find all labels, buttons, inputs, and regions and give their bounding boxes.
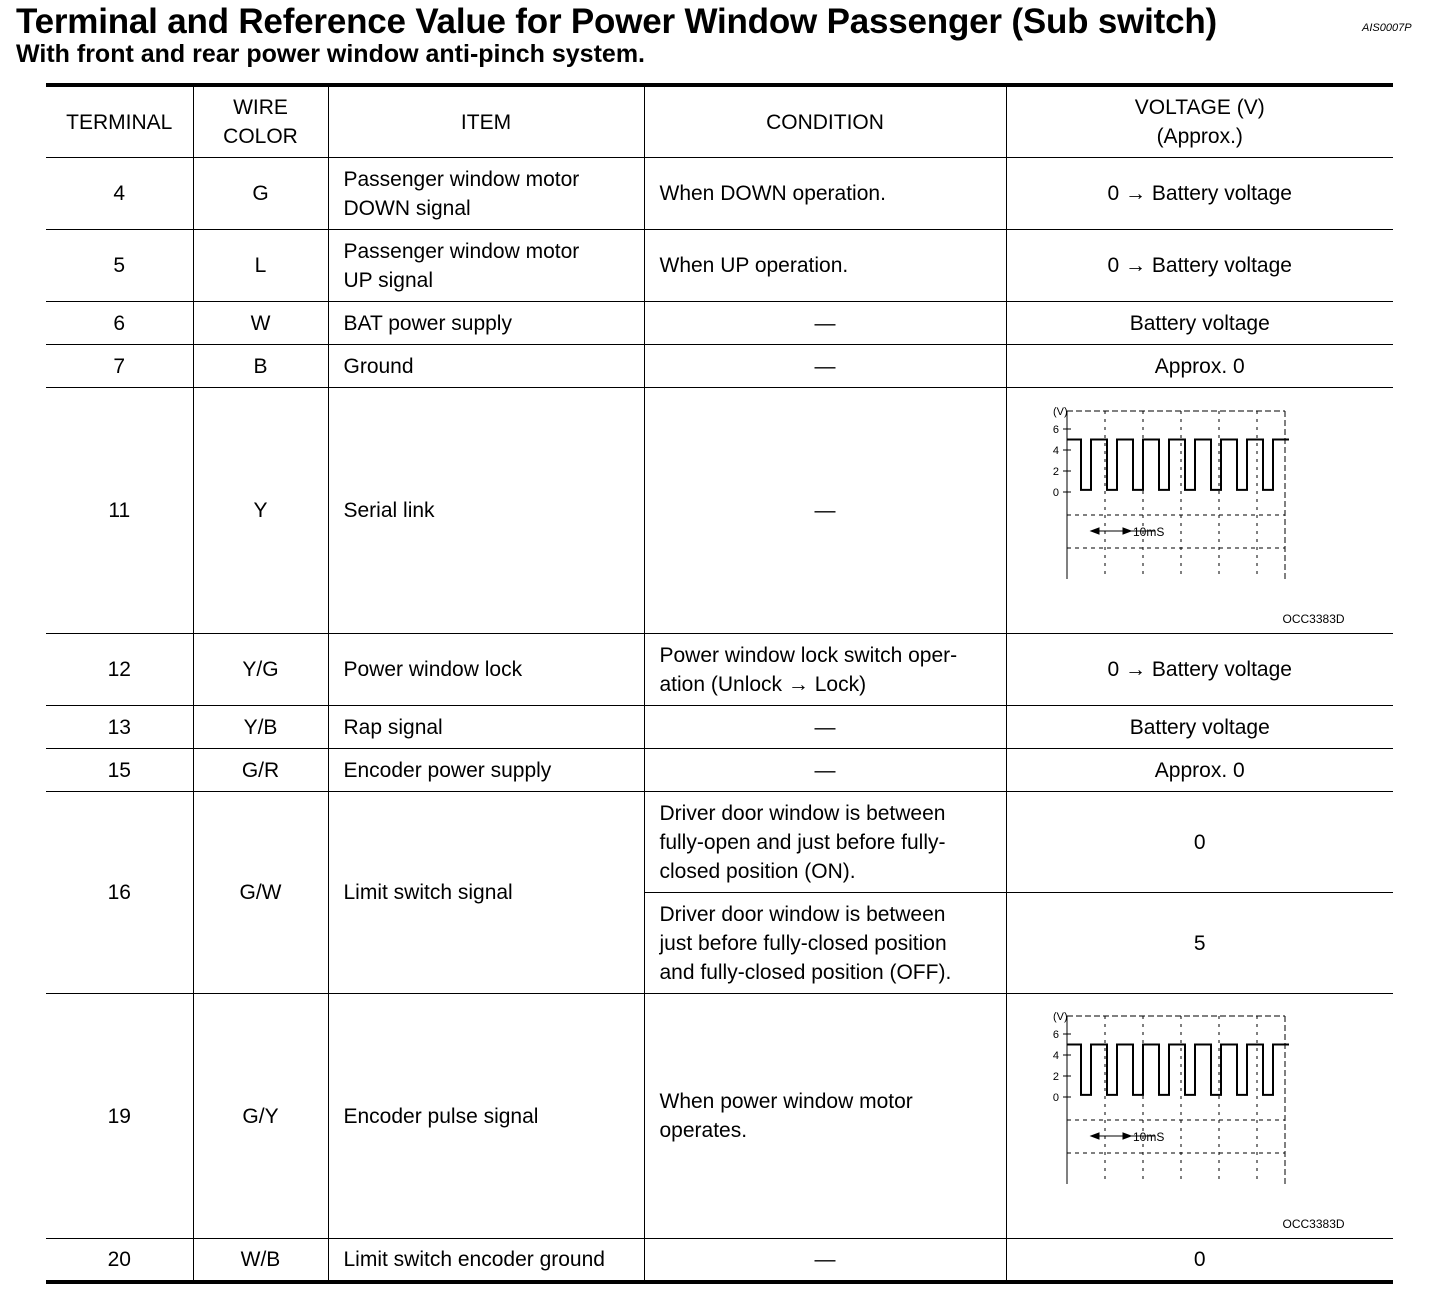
condition-cell: — <box>644 345 1006 388</box>
figure-code: OCC3383D <box>1282 1217 1345 1231</box>
voltage-waveform-cell <box>1006 388 1393 634</box>
terminal-cell: 11 <box>46 388 193 634</box>
item-cell: Rap signal <box>328 706 644 749</box>
wire-color-cell: G/W <box>193 792 328 994</box>
voltage-cell: 5 <box>1006 893 1393 994</box>
wire-color-cell: Y <box>193 388 328 634</box>
waveform-grid <box>1063 1016 1285 1184</box>
table-row <box>46 388 1393 634</box>
voltage-cell: 0 → Battery voltage <box>1006 634 1393 706</box>
voltage-cell: Battery voltage <box>1006 302 1393 345</box>
document-code: AIS0007P <box>1362 22 1412 34</box>
terminal-cell: 13 <box>46 706 193 749</box>
item-cell: Limit switch encoder ground <box>328 1239 644 1282</box>
y-unit-label: (V) <box>1052 405 1068 418</box>
voltage-waveform-cell <box>1006 994 1393 1239</box>
time-scale-label: 10mS <box>1132 524 1164 539</box>
condition-cell: — <box>644 706 1006 749</box>
figure-code: OCC3383D <box>1282 611 1345 626</box>
condition-cell: Power window lock switch oper- ation (Unlock → Lock) <box>644 634 1006 706</box>
time-scale-label: 10mS <box>1132 1130 1164 1144</box>
voltage-cell: 0 → Battery voltage <box>1006 158 1393 230</box>
item-cell: Encoder power supply <box>328 749 644 792</box>
wire-color-cell: B <box>193 345 328 388</box>
serial-link-waveform <box>1047 403 1307 583</box>
header-voltage: VOLTAGE (V) (Approx.) <box>1006 85 1393 158</box>
y-tick-label: 2 <box>1052 1071 1059 1083</box>
voltage-cell: Approx. 0 <box>1006 749 1393 792</box>
table-row <box>46 994 1393 1239</box>
wire-color-cell: W/B <box>193 1239 328 1282</box>
table-row <box>46 634 1393 706</box>
waveform-figure <box>1007 996 1394 1236</box>
condition-cell: Driver door window is between fully-open and just before fully- closed position (ON). <box>644 792 1006 893</box>
terminal-cell: 6 <box>46 302 193 345</box>
item-cell: Serial link <box>328 388 644 634</box>
voltage-cell: 0 <box>1006 792 1393 893</box>
table-row <box>46 706 1393 749</box>
encoder-pulse-waveform <box>1047 1008 1307 1188</box>
page-title: Terminal and Reference Value for Power Window Passenger (Sub switch) <box>16 2 1218 41</box>
voltage-cell: 0 <box>1006 1239 1393 1282</box>
terminal-cell: 15 <box>46 749 193 792</box>
wire-color-cell: G/R <box>193 749 328 792</box>
y-tick-label: 2 <box>1052 465 1059 478</box>
table-row <box>46 1239 1393 1282</box>
wire-color-cell: L <box>193 230 328 302</box>
waveform-grid <box>1063 411 1285 579</box>
item-cell: Power window lock <box>328 634 644 706</box>
header-condition: CONDITION <box>644 85 1006 158</box>
condition-cell: — <box>644 388 1006 634</box>
y-tick-label: 4 <box>1052 1050 1059 1062</box>
table-row <box>46 792 1393 893</box>
header-wire-color: WIRE COLOR <box>193 85 328 158</box>
terminal-reference-table <box>46 83 1393 1284</box>
waveform-figure <box>1007 391 1394 631</box>
voltage-cell: 0 → Battery voltage <box>1006 230 1393 302</box>
condition-cell: — <box>644 302 1006 345</box>
y-tick-label: 4 <box>1052 444 1059 457</box>
square-wave-trace <box>1067 1045 1289 1095</box>
y-tick-label: 6 <box>1052 1029 1059 1041</box>
condition-cell: When DOWN operation. <box>644 158 1006 230</box>
header-item: ITEM <box>328 85 644 158</box>
terminal-cell: 19 <box>46 994 193 1239</box>
voltage-cell: Battery voltage <box>1006 706 1393 749</box>
condition-cell: When power window motor operates. <box>644 994 1006 1239</box>
condition-cell: — <box>644 1239 1006 1282</box>
terminal-cell: 16 <box>46 792 193 994</box>
square-wave-trace <box>1067 439 1289 489</box>
item-cell: Passenger window motor UP signal <box>328 230 644 302</box>
table-row <box>46 158 1393 230</box>
voltage-cell: Approx. 0 <box>1006 345 1393 388</box>
y-tick-label: 0 <box>1052 486 1059 499</box>
wire-color-cell: G <box>193 158 328 230</box>
terminal-cell: 12 <box>46 634 193 706</box>
item-cell: Encoder pulse signal <box>328 994 644 1239</box>
header-terminal: TERMINAL <box>46 85 193 158</box>
page-subtitle: With front and rear power window anti-pinch system. <box>16 40 645 68</box>
item-cell: Ground <box>328 345 644 388</box>
table-row <box>46 345 1393 388</box>
wire-color-cell: Y/B <box>193 706 328 749</box>
table-row <box>46 749 1393 792</box>
y-tick-label: 6 <box>1052 423 1059 436</box>
table-header-row <box>46 85 1393 158</box>
terminal-cell: 20 <box>46 1239 193 1282</box>
item-cell: Passenger window motor DOWN signal <box>328 158 644 230</box>
wire-color-cell: G/Y <box>193 994 328 1239</box>
y-unit-label: (V) <box>1052 1011 1068 1023</box>
wire-color-cell: Y/G <box>193 634 328 706</box>
condition-cell: Driver door window is between just before fully-closed position and fully-closed position (OFF). <box>644 893 1006 994</box>
item-cell: BAT power supply <box>328 302 644 345</box>
terminal-cell: 5 <box>46 230 193 302</box>
table-row <box>46 302 1393 345</box>
terminal-cell: 4 <box>46 158 193 230</box>
table-row <box>46 230 1393 302</box>
terminal-cell: 7 <box>46 345 193 388</box>
item-cell: Limit switch signal <box>328 792 644 994</box>
y-tick-label: 0 <box>1052 1092 1059 1104</box>
condition-cell: — <box>644 749 1006 792</box>
condition-cell: When UP operation. <box>644 230 1006 302</box>
wire-color-cell: W <box>193 302 328 345</box>
